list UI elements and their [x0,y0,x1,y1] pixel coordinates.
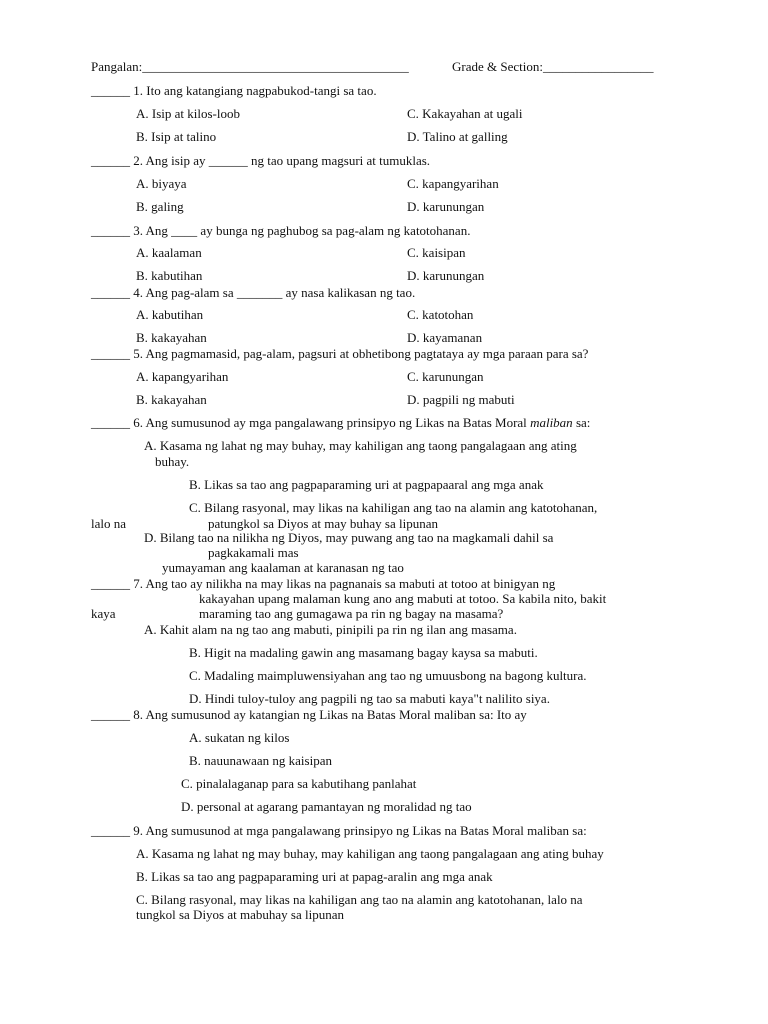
question-3-option-a: A. kaalaman [136,245,202,260]
question-9-option-b: B. Likas sa tao ang pagpaparaming uri at papag-aralin ang mga anak [136,869,493,884]
question-7-option-a: A. Kahit alam na ng tao ang mabuti, pinipili pa rin ng ilan ang masama. [144,622,517,637]
question-9-stem: ______ 9. Ang sumusunod at mga pangalawang prinsipyo ng Likas na Batas Moral maliban sa: [91,823,587,838]
question-2-option-d: D. karunungan [407,199,485,214]
question-1-option-c: C. Kakayahan at ugali [407,106,523,121]
question-4-option-b: B. kakayahan [136,330,207,345]
question-8-option-b: B. nauunawaan ng kaisipan [189,753,332,768]
question-9-option-a: A. Kasama ng lahat ng may buhay, may kahiligan ang taong pangalagaan ang ating buhay [136,846,604,861]
question-3-option-d: D. karunungan [407,268,485,283]
question-1-option-d: D. Talino at galling [407,129,508,144]
question-4-stem: ______ 4. Ang pag-alam sa _______ ay nasa kalikasan ng tao. [91,285,416,300]
question-1-option-b: B. Isip at talino [136,129,217,144]
question-7-stem-cont2: maraming tao ang gumagawa pa rin ng bagay na masama? [199,606,504,621]
question-7-stem: ______ 7. Ang tao ay nilikha na may likas na pagnanais sa mabuti at totoo at binigyan ng [91,576,556,591]
question-6-option-c: C. Bilang rasyonal, may likas na kahiligan ang tao na alamin ang katotohanan, [189,500,598,515]
question-7-option-d: D. Hindi tuloy-tuloy ang pagpili ng tao sa mabuti kaya"t nalilito siya. [189,691,550,706]
question-3-option-b: B. kabutihan [136,268,203,283]
question-4-option-a: A. kabutihan [136,307,204,322]
question-7-stem-cont: kakayahan upang malaman kung ano ang mabuti at totoo. Sa kabila nito, bakit [199,591,607,606]
question-6-option-b: B. Likas sa tao ang pagpaparaming uri at pagpapaaral ang mga anak [189,477,544,492]
question-6-option-a: A. Kasama ng lahat ng may buhay, may kahiligan ang taong pangalagaan ang ating [144,438,577,453]
question-2-option-a: A. biyaya [136,176,187,191]
question-6-stem-text: ______ 6. Ang sumusunod ay mga pangalawang prinsipyo ng Likas na Batas Moral [91,415,531,430]
question-2-option-c: C. kapangyarihan [407,176,499,191]
question-9-option-c: C. Bilang rasyonal, may likas na kahiligan ang tao na alamin ang katotohanan, lalo na [136,892,583,907]
question-8-option-a: A. sukatan ng kilos [189,730,290,745]
question-1-stem: ______ 1. Ito ang katangiang nagpabukod-tangi sa tao. [91,83,377,98]
question-5-option-a: A. kapangyarihan [136,369,229,384]
grade-section-field-label: Grade & Section:_________________ [452,59,654,74]
question-6-option-d-cont2: yumayaman ang kaalaman at karanasan ng tao [162,560,404,575]
question-5-option-d: D. pagpili ng mabuti [407,392,515,407]
question-7-stem-left: kaya [91,606,116,621]
question-6-stem-end: sa: [572,415,591,430]
question-1-option-a: A. Isip at kilos-loob [136,106,240,121]
question-3-stem: ______ 3. Ang ____ ay bunga ng paghubog sa pag-alam ng katotohanan. [91,223,471,238]
question-9-option-c-cont: tungkol sa Diyos at mabuhay sa lipunan [136,907,344,922]
question-6-stem [91,415,590,430]
question-7-option-c: C. Madaling maimpluwensiyahan ang tao ng umuusbong na bagong kultura. [189,668,587,683]
question-8-option-c: C. pinalalaganap para sa kabutihang panlahat [181,776,417,791]
question-6-option-c-left: lalo na [91,516,127,531]
question-5-option-b: B. kakayahan [136,392,207,407]
question-6-stem-emphasis: maliban [530,415,573,430]
question-6-option-d: D. Bilang tao na nilikha ng Diyos, may puwang ang tao na magkamali dahil sa [144,530,554,545]
question-8-stem: ______ 8. Ang sumusunod ay katangian ng Likas na Batas Moral maliban sa: Ito ay [91,707,527,722]
question-5-option-c: C. karunungan [407,369,484,384]
question-6-option-c-cont: patungkol sa Diyos at may buhay sa lipunan [208,516,438,531]
question-4-option-d: D. kayamanan [407,330,483,345]
question-7-option-b: B. Higit na madaling gawin ang masamang bagay kaysa sa mabuti. [189,645,538,660]
question-8-option-d: D. personal at agarang pamantayan ng moralidad ng tao [181,799,472,814]
question-2-stem: ______ 2. Ang isip ay ______ ng tao upang magsuri at tumuklas. [91,153,431,168]
question-3-option-c: C. kaisipan [407,245,466,260]
name-field-label: Pangalan:_________________________________________ [91,59,409,74]
question-2-option-b: B. galing [136,199,184,214]
question-6-option-a-cont: buhay. [155,454,190,469]
question-5-stem: ______ 5. Ang pagmamasid, pag-alam, pagsuri at obhetibong pagtataya ay mga paraan para sa? [91,346,589,361]
question-6-option-d-cont: pagkakamali mas [208,545,299,560]
question-4-option-c: C. katotohan [407,307,474,322]
